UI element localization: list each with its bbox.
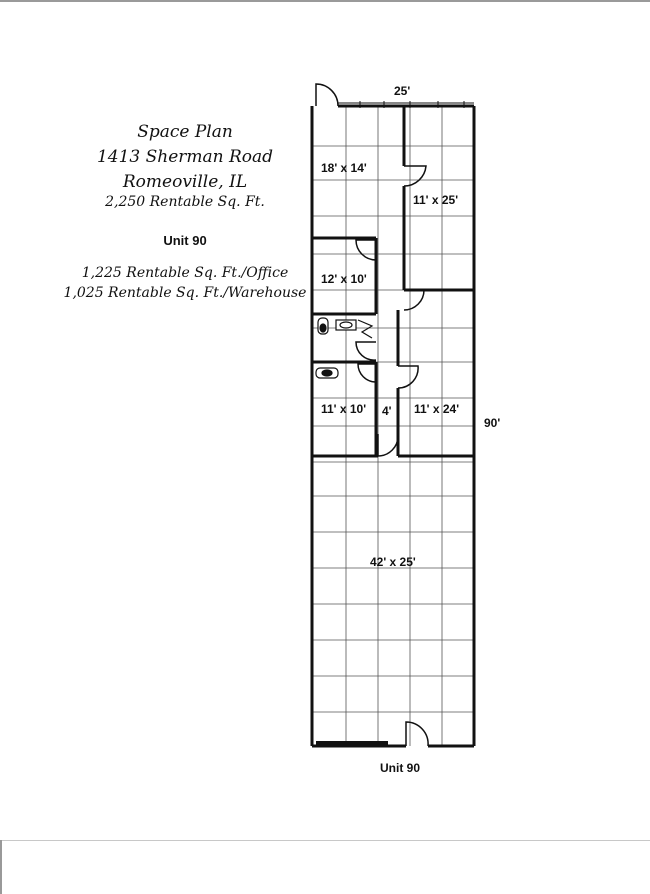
depth-dimension: 90' (484, 416, 501, 430)
property-city: Romeoville, IL (122, 172, 248, 192)
unit-label: Unit 90 (380, 761, 421, 775)
warehouse-label: 42' x 25' (370, 555, 416, 569)
office-area: 1,225 Rentable Sq. Ft./Office (81, 265, 289, 281)
restroom-door-icon-2 (358, 364, 376, 382)
room-label-11x10: 11' x 10' (321, 402, 367, 416)
warehouse-area: 1,025 Rentable Sq. Ft./Warehouse (63, 285, 307, 301)
restroom-door-icon (356, 342, 376, 360)
total-area: 2,250 Rentable Sq. Ft. (105, 194, 265, 210)
room-label-18x14: 18' x 14' (321, 161, 367, 175)
hall-door-icon (378, 434, 398, 456)
property-address: 1413 Sherman Road (96, 147, 274, 167)
office-door-icon-2 (404, 290, 424, 310)
office-door-icon-3 (398, 366, 418, 388)
office-door-icon (404, 166, 426, 186)
hall-width-label: 4' (382, 404, 392, 418)
vent-icon (358, 320, 372, 338)
restroom-fixtures (316, 318, 372, 378)
room-label-12x10: 12' x 10' (321, 272, 367, 286)
rear-door-icon (406, 722, 428, 746)
plan-title: Space Plan (137, 122, 233, 142)
room-label-11x24: 11' x 24' (414, 402, 460, 416)
width-dimension: 25' (394, 84, 411, 98)
overhead-door (316, 741, 388, 746)
room-door-icon (356, 240, 376, 260)
room-label-11x25: 11' x 25' (413, 193, 459, 207)
entry-door-icon (316, 84, 338, 106)
unit-heading: Unit 90 (163, 233, 207, 248)
